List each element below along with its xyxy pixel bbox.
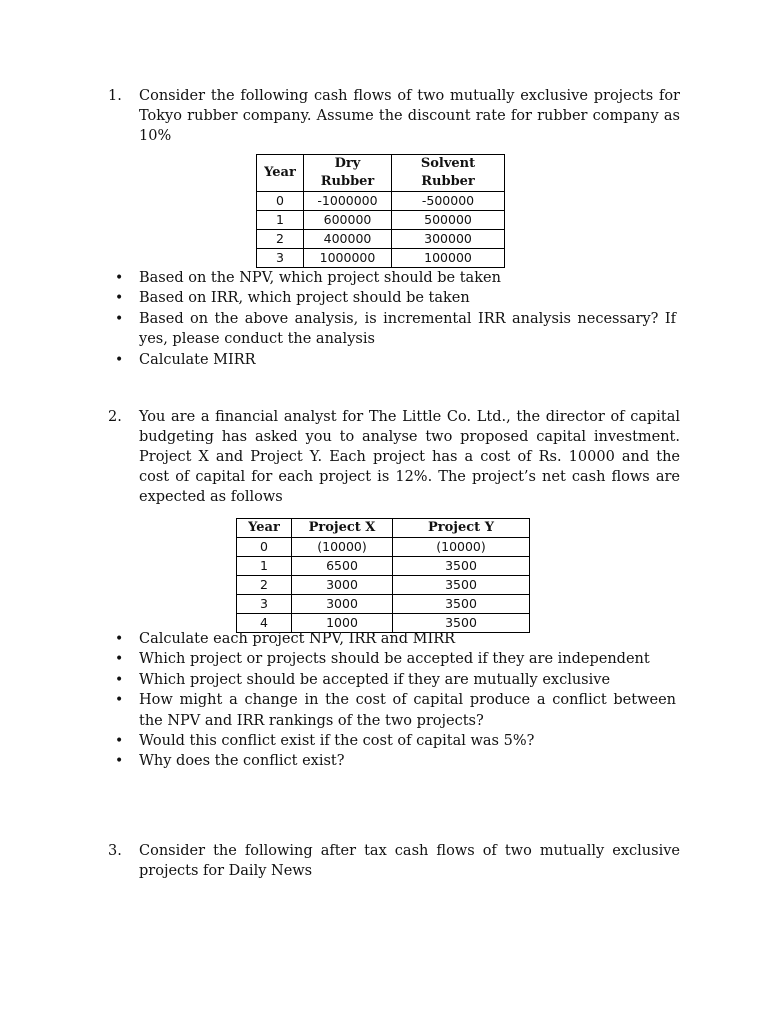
- table-header-project-x: Project X: [292, 519, 393, 538]
- table-cell: 3: [237, 595, 292, 614]
- bullet-icon: •: [115, 310, 124, 327]
- bullet-icon: •: [115, 671, 124, 688]
- table-header-dry-rubber: Dry Rubber: [304, 155, 392, 192]
- table-row: [257, 230, 505, 249]
- question-number: 1.: [108, 88, 122, 104]
- table-row: [257, 192, 505, 211]
- table-header-year: Year: [237, 519, 292, 538]
- table-header-project-y: Project Y: [393, 519, 530, 538]
- table-cell: 4: [237, 614, 292, 633]
- table-header-row: [237, 519, 530, 538]
- bullet-icon: •: [115, 270, 124, 286]
- table-cell: 3000: [292, 595, 393, 614]
- table-cell: (10000): [393, 538, 530, 557]
- table-header-solvent-rubber: Solvent Rubber: [392, 155, 505, 192]
- table-header-row: [257, 155, 505, 192]
- question-text: [139, 86, 680, 146]
- table-cell: 300000: [392, 230, 505, 249]
- table-header-year: Year: [257, 155, 304, 192]
- bullet-icon: •: [115, 651, 124, 668]
- table-cell: 600000: [304, 211, 392, 230]
- list-item: • Why does the conflict exist?: [108, 751, 678, 771]
- question-2: [108, 407, 680, 633]
- list-item: • Calculate each project NPV, IRR and MIRR: [108, 629, 678, 649]
- table-cell: -1000000: [304, 192, 392, 211]
- table-row: [237, 538, 530, 557]
- table-row: [237, 557, 530, 576]
- question-number: 3.: [108, 843, 122, 859]
- question-number: 2.: [108, 409, 122, 425]
- table-cell: 1000: [292, 614, 393, 633]
- table-cell: 3500: [393, 595, 530, 614]
- table-row: [237, 576, 530, 595]
- bullet-icon: •: [115, 290, 124, 307]
- bullet-icon: •: [115, 351, 124, 368]
- table-cell: 3: [257, 249, 304, 268]
- list-item: • Would this conflict exist if the cost of capital was 5%?: [108, 731, 678, 751]
- table-row: [237, 595, 530, 614]
- question-2-text: You are a financial analyst for The Little Co. Ltd., the director of capital budgeting has asked you to analyse two proposed capital investment. Project X and Project Y. Each project has a cost of Rs. 10000 and the cost of capital for each project is 12%. The project’s net cash flows are expected as follows: [139, 409, 680, 505]
- table-cell: 500000: [392, 211, 505, 230]
- list-item: • Which project or projects should be accepted if they are independent: [108, 649, 678, 669]
- question-3-text: Consider the following after tax cash flows of two mutually exclusive projects for Daily News: [139, 843, 680, 879]
- list-item: • Based on the NPV, which project should be taken: [108, 268, 678, 288]
- cash-flow-table-2: [236, 518, 530, 633]
- question-text: [139, 841, 680, 881]
- bullet-icon: •: [115, 733, 124, 750]
- table-cell: 1: [237, 557, 292, 576]
- table-cell: 6500: [292, 557, 393, 576]
- table-cell: 100000: [392, 249, 505, 268]
- bullet-icon: •: [115, 753, 124, 770]
- cash-flow-table-1: [256, 154, 505, 268]
- table-cell: 1000000: [304, 249, 392, 268]
- table-cell: 1: [257, 211, 304, 230]
- question-2-bullets: [108, 629, 678, 772]
- bullet-icon: •: [115, 631, 124, 647]
- table-row: [257, 249, 505, 268]
- table-row: [257, 211, 505, 230]
- table-cell: 2: [237, 576, 292, 595]
- table-cell: 400000: [304, 230, 392, 249]
- question-1-text: Consider the following cash flows of two mutually exclusive projects for Tokyo rubber company. Assume the discount rate for rubber company as 10%: [139, 88, 680, 144]
- table-cell: 2: [257, 230, 304, 249]
- table-cell: 3500: [393, 557, 530, 576]
- table-cell: 3000: [292, 576, 393, 595]
- question-text: [139, 407, 680, 507]
- table-cell: (10000): [292, 538, 393, 557]
- bullet-icon: •: [115, 692, 124, 709]
- table-cell: -500000: [392, 192, 505, 211]
- question-3: [108, 841, 680, 881]
- list-item: • Which project should be accepted if they are mutually exclusive: [108, 670, 678, 690]
- table-cell: 0: [237, 538, 292, 557]
- question-1: [108, 86, 680, 268]
- table-cell: 3500: [393, 576, 530, 595]
- table-cell: 0: [257, 192, 304, 211]
- list-item: • Based on the above analysis, is incremental IRR analysis necessary? If yes, please conduct the analysis: [115, 310, 676, 348]
- table-cell: 3500: [393, 614, 530, 633]
- list-item: • How might a change in the cost of capital produce a conflict between the NPV and IRR rankings of the two projects?: [115, 692, 676, 729]
- list-item: • Calculate MIRR: [108, 350, 678, 370]
- list-item: • Based on IRR, which project should be taken: [108, 288, 678, 308]
- question-1-bullets: [108, 268, 678, 370]
